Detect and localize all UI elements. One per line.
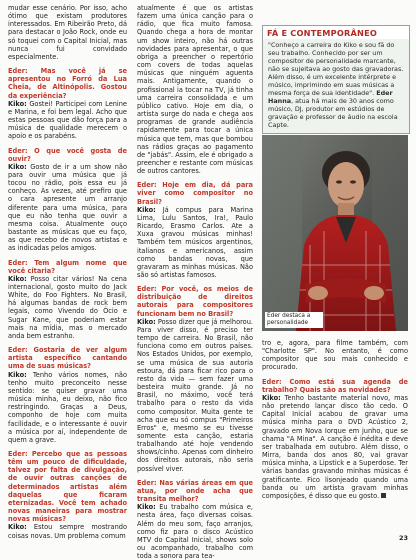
paragraph: atualmente é que os artistas fazem uma única canção para o rádio, que fica muito famosa. Quando chega a hora de montar um show inteiro, não há outras novidades para apresentar, o que obriga a preencher o repertório com covers de todas aquelas músicas que ninguém aguenta mais. Antigamente, quando o profissional ia tocar na TV, já tinha uma carreira consolidada e um público cativo. Hoje em dia, o artista surge do nada e chega aos programas de grande audiência rapidamente para tocar a única música que tem, mas que bombou nas rádios graças ao pagamento de "jabás". Assim, ele é obrigado a preencher e restante com músicas de outros cantores. bbox=[137, 4, 253, 176]
page-number: 23 bbox=[398, 534, 408, 542]
question: Eder: Nas várias áreas em que atua, por onde acha que transita melhor? Kiko: Eu trabalho com música e, nesta área, faço diversas coisas. Além do meu som, faço arranjos, como fiz para o disco Acústico MTV do Capital Inicial, shows solo ou acompanhado, trabalho com toda a sonora para tea- bbox=[137, 478, 253, 560]
question: Eder: O que você gosta de ouvir? Kiko: Gosto de ir a um show não para ouvir uma música que já tocou no rádio, pois essa eu já conheço. Às vezes, até prefiro que o cara apresente um arranjo diferente para uma música, para que eu não tenha que ouvir a mesma coisa. Atualmente ouço bastante as músicas que eu faço, as que recebo de novos artistas e as indicadas pelos amigos. bbox=[8, 146, 127, 253]
end-mark-icon bbox=[381, 493, 386, 498]
column-2 bbox=[137, 4, 253, 560]
box-title: FÁ E CONTEMPORÂNEO bbox=[263, 26, 409, 39]
question: Eder: Por você, os meios de distribuição de direitos autorais para compositores funcionam bem no Brasil? Kiko: Posso dizer que já melhorou. Para viver disso, é preciso ter tempo de carreira. No Brasil, não funciona como em outros países. Nos Estados Unidos, por exemplo, se uma música de sua autoria estoura, dá para ficar rico para o resto da vida — sem fazer uma besteira muito grande. Já no Brasil, no máximo, você terá trabalho para o resto da vida como compositor. Muita gente te acha que eu só compus "Primeiros Erros" e, mesmo se eu tivesse somente esta canção, estaria trabalhando até hoje vendendo shows/cinho. Apenas com dinheiro dos direitos autorais, não seria possível viver. bbox=[137, 285, 253, 473]
paragraph: mudar esse cenário. Por isso, acho ótimo que existam produtores interessados. Em Ribeirão Preto, dá para destacar o João Rock, onde eu só toquei com o Capital Inicial, mas nunca fui convidado especialmente. bbox=[8, 4, 127, 61]
question: Eder: Hoje em dia, dá para viver como compositor no Brasil? Kiko: Já compus para Marina Lima, Lulu Santos, Ira!, Paulo Ricardo, Erasmo Carlos. Ate a Xuxa gravou músicas minhas! Também tem músicos argentinos, italianos e americanos, assim como bandas novas, que gravaram as minhas músicas. Não são só artistas famosos. bbox=[137, 181, 253, 279]
portrait-photo bbox=[262, 135, 408, 331]
question: Eder: Percebo que as pessoas têm um pouco de dificuldade, talvez por falta de divulgação, de ouvir outras canções de determinados artistas além daquelas que ficaram eternizadas. Você tem achado novas maneiras para mostrar novas músicas? Kiko: Estou sempre mostrando coisas novas. Um problema comum bbox=[8, 449, 127, 540]
sidebar-quote-box bbox=[262, 25, 410, 134]
box-body: "Conheço a carreira do Kiko e sou fã do seu trabalho. Conhecido por ser um compositor de personalidade marcante, não se sujeitava ao gosto das gravadoras. Além disso, é um excelente intérprete e músico, imprimindo em suas músicas a mesma força de sua identidade". Eder Hanna, atua há mais de 30 anos como músico, DJ, produtor em estúdios de gravação e professor de áudio na escola Capte. bbox=[268, 41, 404, 129]
photo-caption: Eder destaca a personalidade bbox=[265, 312, 323, 328]
question: Eder: Gostaria de ver algum artista específico cantando uma de suas músicas? Kiko: Tenho vários nomes, não tenho muito preconceito nesse sentido: se quiser gravar uma música minha, eu deixo, não fico restringindo. Graças a Deus, componho de hoje com muita facilidade, e o interessante é ouvir a música por aí, independente de quem a grave. bbox=[8, 346, 127, 444]
column-3 bbox=[262, 339, 408, 539]
question: Eder: Mas você já se apresentou no Forró da Lua Cheia, de Altinópolis. Gostou da experiência? Kiko: Gostei! Participei com Lenine e Marina, e foi bem legal. Acho que estas pessoas que dão força para a música de qualidade merecem o apoio e os parabéns. bbox=[8, 67, 127, 141]
question: Eder: Como está sua agenda de trabalho? Quais são as novidades? Kiko: Tenho bastante material novo, mas não pretendo lançar disco tão cedo. O Capital Inicial acabou de gravar uma música minha para o DVD Acústico 2, gravado em Nova Iorque em junho, que se chama "A Mina". A canção é inédita e deve ser trabalhada em outubro. Além disso, o Mirra, banda dos anos 80, vai gravar música minha, a Lipstick e a Superdose. Ter várias bandas gravando minhas músicas é gratificante. Fico lisonjeado quando uma banda ou um artista gravam minhas composições, é disso que eu gosto. bbox=[262, 377, 408, 500]
column-1 bbox=[8, 4, 127, 540]
paragraph: tro e, agora, para filme também, com "Charlotte SP". No entanto, é como compositor que sou mais conhecido e procurado. bbox=[262, 339, 408, 372]
question: Eder: Tem algum nome que você citaria? Kiko: Posso citar vários! Na cena internacional, gosto muito do Jack White, do Foo Fighters. No Brasil, há algumas bandas de rock bem legais, como Vivendo do Ócio e Sugar Kane, que poderiam estar mais na mídia, mas o mercado anda bem estranho. bbox=[8, 258, 127, 340]
portrait-illustration bbox=[262, 135, 408, 331]
